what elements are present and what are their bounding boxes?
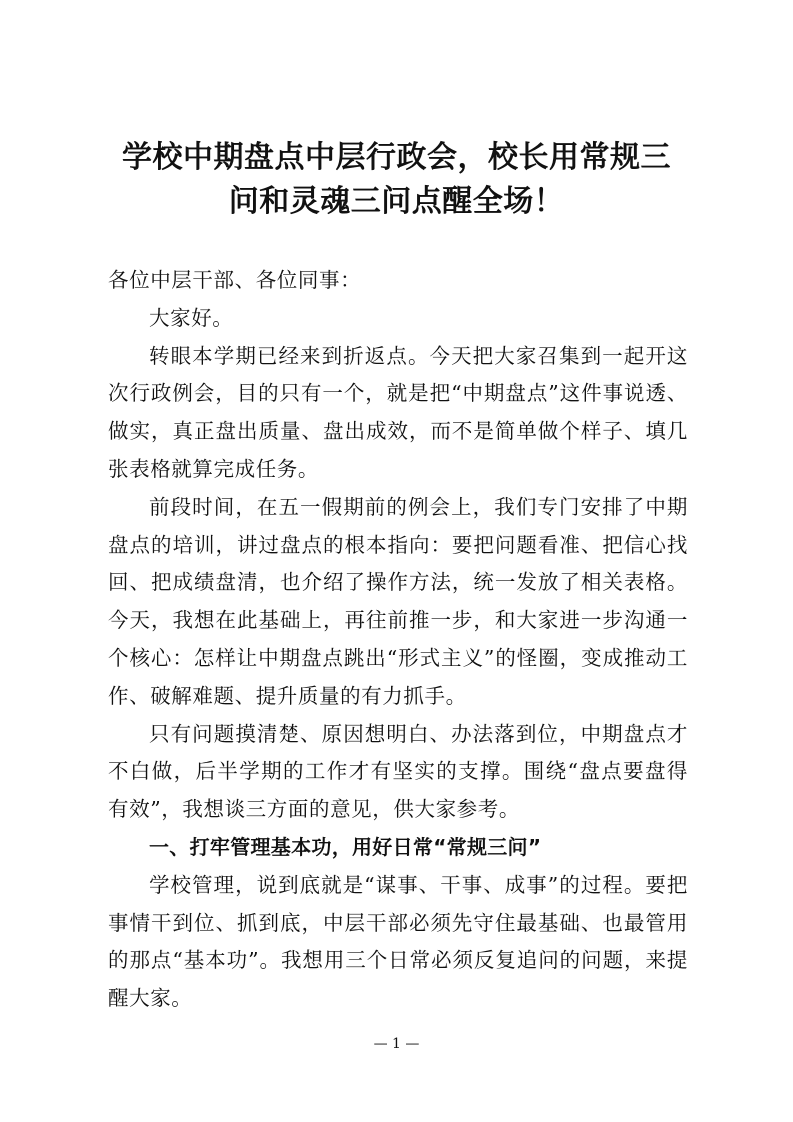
document-title (60, 136, 733, 224)
greeting: 大家好。 (149, 305, 234, 330)
title-line-2: 问和灵魂三问点醒全场！ (228, 184, 565, 219)
document-body (108, 262, 688, 1018)
title-line-1: 学校中期盘点中层行政会，校长用常规三 (122, 140, 671, 175)
paragraph-3: 只有问题摸清楚、原因想明白、办法落到位，中期盘点才不白做，后半学期的工作才有坚实的支撑。围绕“盘点要盘得有效”，我想谈三方面的意见，供大家参考。 (108, 721, 688, 822)
paragraph-2: 前段时间，在五一假期前的例会上，我们专门安排了中期盘点的培训，讲过盘点的根本指向：要把问题看准、把信心找回、把成绩盘清，也介绍了操作方法，统一发放了相关表格。今天，我想在此基础上，再往前推一步，和大家进一步沟通一个核心：怎样让中期盘点跳出“形式主义”的怪圈，变成推动工作、破解难题、提升质量的有力抓手。 (108, 494, 688, 708)
paragraph-1: 转眼本学期已经来到折返点。今天把大家召集到一起开这次行政例会，目的只有一个，就是把“中期盘点”这件事说透、做实，真正盘出质量、盘出成效，而不是简单做个样子、填几张表格就算完成任务。 (108, 343, 688, 481)
salutation: 各位中层干部、各位同事： (108, 268, 362, 292)
section-heading: 一、打牢管理基本功，用好日常“常规三问” (149, 834, 542, 859)
section-paragraph: 学校管理，说到底就是“谋事、干事、成事”的过程。要把事情干到位、抓到底，中层干部必须先守住最基础、也最管用的那点“基本功”。我想用三个日常必须反复追问的问题，来提醒大家。 (108, 872, 688, 1011)
page-number: — 1 — (373, 1036, 420, 1052)
